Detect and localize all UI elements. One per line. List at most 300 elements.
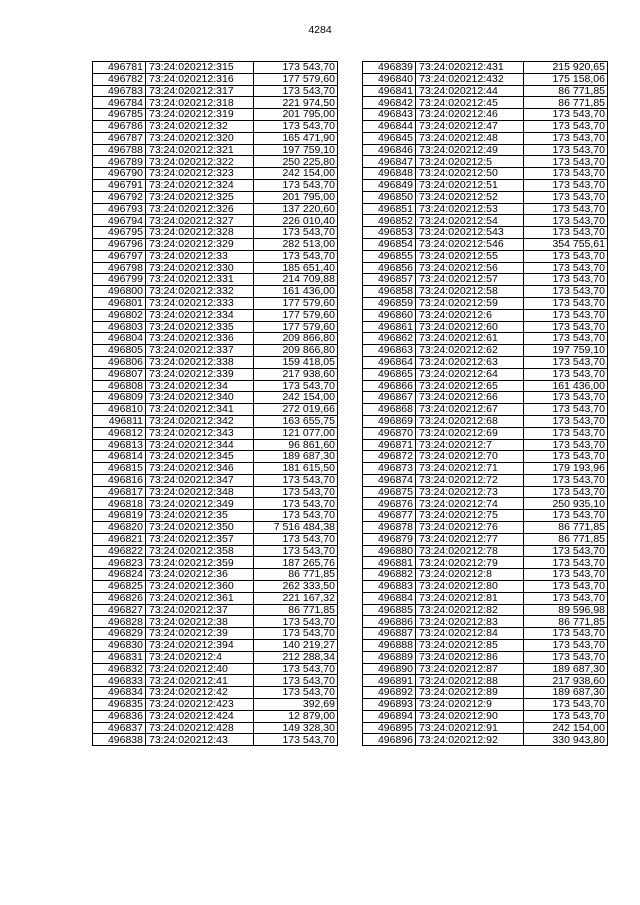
cadastral-value: 242 154,00 bbox=[524, 722, 608, 734]
row-number: 496875 bbox=[363, 486, 416, 498]
cadastral-value: 173 543,70 bbox=[524, 321, 608, 333]
cadastral-number: 73:24:020212:71 bbox=[416, 463, 524, 475]
cadastral-number: 73:24:020212:68 bbox=[416, 415, 524, 427]
cadastral-value: 96 861,60 bbox=[254, 439, 338, 451]
row-number: 496835 bbox=[93, 699, 146, 711]
row-number: 496828 bbox=[93, 616, 146, 628]
cadastral-value: 86 771,85 bbox=[524, 97, 608, 109]
cadastral-number: 73:24:020212:333 bbox=[146, 297, 254, 309]
table-row bbox=[363, 368, 608, 380]
cadastral-value: 173 543,70 bbox=[254, 628, 338, 640]
table-row bbox=[363, 699, 608, 711]
cadastral-number: 73:24:020212:34 bbox=[146, 380, 254, 392]
cadastral-value: 392,69 bbox=[254, 699, 338, 711]
cadastral-value: 173 543,70 bbox=[524, 628, 608, 640]
cadastral-value: 163 655,75 bbox=[254, 415, 338, 427]
cadastral-value: 173 543,70 bbox=[254, 510, 338, 522]
cadastral-value: 209 866,80 bbox=[254, 345, 338, 357]
row-number: 496806 bbox=[93, 356, 146, 368]
cadastral-number: 73:24:020212:47 bbox=[416, 120, 524, 132]
cadastral-number: 73:24:020212:332 bbox=[146, 286, 254, 298]
cadastral-number: 73:24:020212:83 bbox=[416, 616, 524, 628]
table-row bbox=[93, 640, 338, 652]
cadastral-value: 250 225,80 bbox=[254, 156, 338, 168]
row-number: 496840 bbox=[363, 73, 416, 85]
cadastral-number: 73:24:020212:53 bbox=[416, 203, 524, 215]
table-row bbox=[93, 156, 338, 168]
table-row bbox=[93, 522, 338, 534]
row-number: 496791 bbox=[93, 179, 146, 191]
cadastral-value: 89 596,98 bbox=[524, 604, 608, 616]
row-number: 496795 bbox=[93, 227, 146, 239]
cadastral-number: 73:24:020212:334 bbox=[146, 309, 254, 321]
cadastral-value: 173 543,70 bbox=[524, 203, 608, 215]
cadastral-number: 73:24:020212:424 bbox=[146, 710, 254, 722]
cadastral-number: 73:24:020212:65 bbox=[416, 380, 524, 392]
row-number: 496870 bbox=[363, 427, 416, 439]
cadastral-number: 73:24:020212:85 bbox=[416, 640, 524, 652]
table-row bbox=[93, 392, 338, 404]
table-row bbox=[363, 675, 608, 687]
cadastral-value: 12 879,00 bbox=[254, 710, 338, 722]
row-number: 496892 bbox=[363, 687, 416, 699]
cadastral-number: 73:24:020212:46 bbox=[416, 109, 524, 121]
cadastral-table-left bbox=[92, 61, 338, 746]
cadastral-number: 73:24:020212:43 bbox=[146, 734, 254, 746]
row-number: 496793 bbox=[93, 203, 146, 215]
table-row bbox=[363, 545, 608, 557]
table-row bbox=[93, 498, 338, 510]
table-row bbox=[363, 687, 608, 699]
cadastral-value: 201 795,00 bbox=[254, 109, 338, 121]
row-number: 496834 bbox=[93, 687, 146, 699]
row-number: 496849 bbox=[363, 179, 416, 191]
cadastral-number: 73:24:020212:345 bbox=[146, 451, 254, 463]
row-number: 496812 bbox=[93, 427, 146, 439]
cadastral-number: 73:24:020212:73 bbox=[416, 486, 524, 498]
table-row bbox=[363, 604, 608, 616]
row-number: 496893 bbox=[363, 699, 416, 711]
table-row bbox=[93, 62, 338, 74]
row-number: 496859 bbox=[363, 297, 416, 309]
cadastral-number: 73:24:020212:5 bbox=[416, 156, 524, 168]
table-row bbox=[93, 109, 338, 121]
table-row bbox=[93, 616, 338, 628]
cadastral-number: 73:24:020212:323 bbox=[146, 168, 254, 180]
cadastral-number: 73:24:020212:80 bbox=[416, 581, 524, 593]
cadastral-value: 173 543,70 bbox=[254, 533, 338, 545]
cadastral-number: 73:24:020212:61 bbox=[416, 333, 524, 345]
cadastral-number: 73:24:020212:350 bbox=[146, 522, 254, 534]
cadastral-number: 73:24:020212:40 bbox=[146, 663, 254, 675]
table-row bbox=[93, 569, 338, 581]
cadastral-value: 173 543,70 bbox=[524, 368, 608, 380]
row-number: 496782 bbox=[93, 73, 146, 85]
cadastral-number: 73:24:020212:324 bbox=[146, 179, 254, 191]
row-number: 496861 bbox=[363, 321, 416, 333]
table-row bbox=[93, 297, 338, 309]
cadastral-value: 173 543,70 bbox=[254, 687, 338, 699]
table-row bbox=[93, 486, 338, 498]
table-row bbox=[93, 628, 338, 640]
cadastral-value: 173 543,70 bbox=[524, 581, 608, 593]
cadastral-number: 73:24:020212:325 bbox=[146, 191, 254, 203]
cadastral-value: 173 543,70 bbox=[524, 120, 608, 132]
cadastral-number: 73:24:020212:543 bbox=[416, 227, 524, 239]
table-row bbox=[363, 309, 608, 321]
cadastral-number: 73:24:020212:317 bbox=[146, 85, 254, 97]
row-number: 496803 bbox=[93, 321, 146, 333]
table-row bbox=[363, 569, 608, 581]
row-number: 496889 bbox=[363, 651, 416, 663]
table-row bbox=[363, 62, 608, 74]
table-row bbox=[93, 238, 338, 250]
cadastral-number: 73:24:020212:326 bbox=[146, 203, 254, 215]
cadastral-number: 73:24:020212:51 bbox=[416, 179, 524, 191]
cadastral-value: 161 436,00 bbox=[524, 380, 608, 392]
row-number: 496814 bbox=[93, 451, 146, 463]
cadastral-number: 73:24:020212:339 bbox=[146, 368, 254, 380]
table-row bbox=[93, 356, 338, 368]
cadastral-number: 73:24:020212:50 bbox=[416, 168, 524, 180]
cadastral-value: 173 543,70 bbox=[524, 651, 608, 663]
row-number: 496868 bbox=[363, 404, 416, 416]
cadastral-value: 173 543,70 bbox=[524, 156, 608, 168]
table-row bbox=[363, 628, 608, 640]
table-row bbox=[93, 699, 338, 711]
cadastral-number: 73:24:020212:358 bbox=[146, 545, 254, 557]
row-number: 496823 bbox=[93, 557, 146, 569]
row-number: 496799 bbox=[93, 274, 146, 286]
cadastral-value: 173 543,70 bbox=[524, 486, 608, 498]
cadastral-value: 221 974,50 bbox=[254, 97, 338, 109]
cadastral-value: 214 709,88 bbox=[254, 274, 338, 286]
table-row bbox=[363, 168, 608, 180]
cadastral-number: 73:24:020212:84 bbox=[416, 628, 524, 640]
cadastral-value: 173 543,70 bbox=[254, 734, 338, 746]
table-row bbox=[93, 215, 338, 227]
table-row bbox=[93, 557, 338, 569]
row-number: 496888 bbox=[363, 640, 416, 652]
cadastral-value: 189 687,30 bbox=[524, 663, 608, 675]
row-number: 496830 bbox=[93, 640, 146, 652]
cadastral-value: 86 771,85 bbox=[254, 604, 338, 616]
cadastral-number: 73:24:020212:4 bbox=[146, 651, 254, 663]
cadastral-number: 73:24:020212:36 bbox=[146, 569, 254, 581]
cadastral-number: 73:24:020212:45 bbox=[416, 97, 524, 109]
row-number: 496873 bbox=[363, 463, 416, 475]
cadastral-value: 197 759,10 bbox=[524, 345, 608, 357]
cadastral-number: 73:24:020212:423 bbox=[146, 699, 254, 711]
cadastral-value: 86 771,85 bbox=[254, 569, 338, 581]
row-number: 496846 bbox=[363, 144, 416, 156]
table-row bbox=[363, 427, 608, 439]
row-number: 496871 bbox=[363, 439, 416, 451]
table-row bbox=[363, 120, 608, 132]
cadastral-number: 73:24:020212:90 bbox=[416, 710, 524, 722]
row-number: 496801 bbox=[93, 297, 146, 309]
cadastral-value: 250 935,10 bbox=[524, 498, 608, 510]
cadastral-value: 185 651,40 bbox=[254, 262, 338, 274]
table-row bbox=[363, 415, 608, 427]
cadastral-table-right bbox=[362, 61, 608, 746]
table-row bbox=[363, 333, 608, 345]
cadastral-value: 173 543,70 bbox=[524, 474, 608, 486]
cadastral-value: 86 771,85 bbox=[524, 522, 608, 534]
cadastral-value: 86 771,85 bbox=[524, 85, 608, 97]
table-row bbox=[363, 215, 608, 227]
table-row bbox=[93, 463, 338, 475]
table-body-right bbox=[363, 62, 608, 746]
cadastral-number: 73:24:020212:49 bbox=[416, 144, 524, 156]
row-number: 496792 bbox=[93, 191, 146, 203]
table-row bbox=[363, 392, 608, 404]
table-row bbox=[93, 722, 338, 734]
page-number: 4284 bbox=[308, 24, 332, 36]
table-row bbox=[363, 227, 608, 239]
row-number: 496877 bbox=[363, 510, 416, 522]
cadastral-number: 73:24:020212:35 bbox=[146, 510, 254, 522]
table-row bbox=[93, 604, 338, 616]
cadastral-value: 173 543,70 bbox=[524, 168, 608, 180]
table-row bbox=[93, 345, 338, 357]
cadastral-value: 242 154,00 bbox=[254, 392, 338, 404]
cadastral-number: 73:24:020212:91 bbox=[416, 722, 524, 734]
row-number: 496785 bbox=[93, 109, 146, 121]
table-row bbox=[93, 262, 338, 274]
row-number: 496837 bbox=[93, 722, 146, 734]
row-number: 496851 bbox=[363, 203, 416, 215]
cadastral-number: 73:24:020212:9 bbox=[416, 699, 524, 711]
cadastral-number: 73:24:020212:92 bbox=[416, 734, 524, 746]
cadastral-number: 73:24:020212:349 bbox=[146, 498, 254, 510]
cadastral-number: 73:24:020212:331 bbox=[146, 274, 254, 286]
row-number: 496787 bbox=[93, 132, 146, 144]
row-number: 496890 bbox=[363, 663, 416, 675]
table-row bbox=[93, 368, 338, 380]
row-number: 496836 bbox=[93, 710, 146, 722]
cadastral-value: 209 866,80 bbox=[254, 333, 338, 345]
row-number: 496824 bbox=[93, 569, 146, 581]
row-number: 496804 bbox=[93, 333, 146, 345]
row-number: 496842 bbox=[363, 97, 416, 109]
table-row bbox=[93, 179, 338, 191]
table-row bbox=[93, 427, 338, 439]
cadastral-value: 173 543,70 bbox=[524, 569, 608, 581]
cadastral-number: 73:24:020212:44 bbox=[416, 85, 524, 97]
cadastral-value: 173 543,70 bbox=[254, 62, 338, 74]
cadastral-number: 73:24:020212:316 bbox=[146, 73, 254, 85]
row-number: 496869 bbox=[363, 415, 416, 427]
table-row bbox=[93, 592, 338, 604]
row-number: 496798 bbox=[93, 262, 146, 274]
table-row bbox=[93, 321, 338, 333]
table-row bbox=[363, 380, 608, 392]
table-row bbox=[363, 179, 608, 191]
cadastral-value: 173 543,70 bbox=[524, 191, 608, 203]
cadastral-number: 73:24:020212:32 bbox=[146, 120, 254, 132]
cadastral-value: 330 943,80 bbox=[524, 734, 608, 746]
cadastral-value: 173 543,70 bbox=[524, 356, 608, 368]
row-number: 496885 bbox=[363, 604, 416, 616]
table-row bbox=[363, 734, 608, 746]
cadastral-value: 173 543,70 bbox=[254, 380, 338, 392]
table-row bbox=[363, 404, 608, 416]
table-row bbox=[93, 120, 338, 132]
row-number: 496788 bbox=[93, 144, 146, 156]
cadastral-value: 173 543,70 bbox=[524, 250, 608, 262]
cadastral-value: 173 543,70 bbox=[254, 250, 338, 262]
cadastral-number: 73:24:020212:347 bbox=[146, 474, 254, 486]
cadastral-value: 173 543,70 bbox=[254, 486, 338, 498]
table-row bbox=[363, 262, 608, 274]
table-row bbox=[363, 640, 608, 652]
table-row bbox=[363, 356, 608, 368]
cadastral-value: 242 154,00 bbox=[254, 168, 338, 180]
cadastral-number: 73:24:020212:315 bbox=[146, 62, 254, 74]
cadastral-value: 215 920,65 bbox=[524, 62, 608, 74]
cadastral-value: 226 010,40 bbox=[254, 215, 338, 227]
cadastral-value: 173 543,70 bbox=[524, 557, 608, 569]
cadastral-number: 73:24:020212:327 bbox=[146, 215, 254, 227]
table-row bbox=[363, 663, 608, 675]
table-row bbox=[363, 85, 608, 97]
cadastral-number: 73:24:020212:52 bbox=[416, 191, 524, 203]
row-number: 496895 bbox=[363, 722, 416, 734]
table-row bbox=[93, 663, 338, 675]
cadastral-value: 173 543,70 bbox=[524, 640, 608, 652]
table-row bbox=[93, 274, 338, 286]
cadastral-value: 181 615,50 bbox=[254, 463, 338, 475]
cadastral-number: 73:24:020212:335 bbox=[146, 321, 254, 333]
cadastral-number: 73:24:020212:39 bbox=[146, 628, 254, 640]
cadastral-value: 173 543,70 bbox=[254, 498, 338, 510]
row-number: 496884 bbox=[363, 592, 416, 604]
row-number: 496808 bbox=[93, 380, 146, 392]
row-number: 496813 bbox=[93, 439, 146, 451]
cadastral-value: 177 579,60 bbox=[254, 73, 338, 85]
cadastral-number: 73:24:020212:546 bbox=[416, 238, 524, 250]
cadastral-number: 73:24:020212:319 bbox=[146, 109, 254, 121]
cadastral-value: 173 543,70 bbox=[524, 215, 608, 227]
cadastral-value: 173 543,70 bbox=[524, 227, 608, 239]
row-number: 496809 bbox=[93, 392, 146, 404]
row-number: 496857 bbox=[363, 274, 416, 286]
table-row bbox=[363, 144, 608, 156]
row-number: 496832 bbox=[93, 663, 146, 675]
cadastral-number: 73:24:020212:74 bbox=[416, 498, 524, 510]
cadastral-value: 173 543,70 bbox=[254, 616, 338, 628]
table-row bbox=[93, 451, 338, 463]
row-number: 496886 bbox=[363, 616, 416, 628]
cadastral-number: 73:24:020212:87 bbox=[416, 663, 524, 675]
row-number: 496867 bbox=[363, 392, 416, 404]
cadastral-number: 73:24:020212:41 bbox=[146, 675, 254, 687]
row-number: 496789 bbox=[93, 156, 146, 168]
row-number: 496781 bbox=[93, 62, 146, 74]
cadastral-number: 73:24:020212:64 bbox=[416, 368, 524, 380]
row-number: 496822 bbox=[93, 545, 146, 557]
row-number: 496796 bbox=[93, 238, 146, 250]
row-number: 496852 bbox=[363, 215, 416, 227]
cadastral-number: 73:24:020212:7 bbox=[416, 439, 524, 451]
table-row bbox=[93, 415, 338, 427]
row-number: 496826 bbox=[93, 592, 146, 604]
row-number: 496818 bbox=[93, 498, 146, 510]
table-row bbox=[93, 734, 338, 746]
cadastral-value: 217 938,60 bbox=[524, 675, 608, 687]
table-body-left bbox=[93, 62, 338, 746]
cadastral-number: 73:24:020212:66 bbox=[416, 392, 524, 404]
cadastral-number: 73:24:020212:360 bbox=[146, 581, 254, 593]
row-number: 496810 bbox=[93, 404, 146, 416]
table-row bbox=[93, 404, 338, 416]
cadastral-value: 173 543,70 bbox=[524, 592, 608, 604]
table-row bbox=[363, 238, 608, 250]
table-row bbox=[363, 581, 608, 593]
row-number: 496896 bbox=[363, 734, 416, 746]
table-row bbox=[363, 592, 608, 604]
cadastral-value: 165 471,90 bbox=[254, 132, 338, 144]
cadastral-number: 73:24:020212:76 bbox=[416, 522, 524, 534]
cadastral-value: 173 543,70 bbox=[524, 545, 608, 557]
table-row bbox=[363, 274, 608, 286]
cadastral-number: 73:24:020212:320 bbox=[146, 132, 254, 144]
row-number: 496815 bbox=[93, 463, 146, 475]
row-number: 496883 bbox=[363, 581, 416, 593]
table-row bbox=[93, 333, 338, 345]
table-row bbox=[363, 486, 608, 498]
cadastral-number: 73:24:020212:329 bbox=[146, 238, 254, 250]
cadastral-number: 73:24:020212:88 bbox=[416, 675, 524, 687]
row-number: 496802 bbox=[93, 309, 146, 321]
table-row bbox=[363, 109, 608, 121]
cadastral-value: 173 543,70 bbox=[524, 309, 608, 321]
cadastral-number: 73:24:020212:58 bbox=[416, 286, 524, 298]
table-row bbox=[363, 510, 608, 522]
cadastral-value: 175 158,06 bbox=[524, 73, 608, 85]
cadastral-number: 73:24:020212:321 bbox=[146, 144, 254, 156]
cadastral-value: 179 193,96 bbox=[524, 463, 608, 475]
cadastral-value: 173 543,70 bbox=[254, 474, 338, 486]
cadastral-value: 161 436,00 bbox=[254, 286, 338, 298]
cadastral-number: 73:24:020212:69 bbox=[416, 427, 524, 439]
row-number: 496855 bbox=[363, 250, 416, 262]
table-row bbox=[363, 616, 608, 628]
table-row bbox=[93, 581, 338, 593]
table-row bbox=[93, 191, 338, 203]
table-row bbox=[363, 321, 608, 333]
cadastral-value: 173 543,70 bbox=[524, 262, 608, 274]
cadastral-value: 121 077,00 bbox=[254, 427, 338, 439]
table-row bbox=[363, 132, 608, 144]
row-number: 496831 bbox=[93, 651, 146, 663]
cadastral-value: 217 938,60 bbox=[254, 368, 338, 380]
row-number: 496876 bbox=[363, 498, 416, 510]
row-number: 496839 bbox=[363, 62, 416, 74]
cadastral-value: 173 543,70 bbox=[254, 85, 338, 97]
cadastral-number: 73:24:020212:79 bbox=[416, 557, 524, 569]
table-row bbox=[93, 132, 338, 144]
cadastral-number: 73:24:020212:348 bbox=[146, 486, 254, 498]
cadastral-number: 73:24:020212:338 bbox=[146, 356, 254, 368]
table-row bbox=[93, 545, 338, 557]
cadastral-number: 73:24:020212:81 bbox=[416, 592, 524, 604]
cadastral-number: 73:24:020212:431 bbox=[416, 62, 524, 74]
table-row bbox=[363, 439, 608, 451]
cadastral-value: 173 543,70 bbox=[524, 333, 608, 345]
row-number: 496800 bbox=[93, 286, 146, 298]
